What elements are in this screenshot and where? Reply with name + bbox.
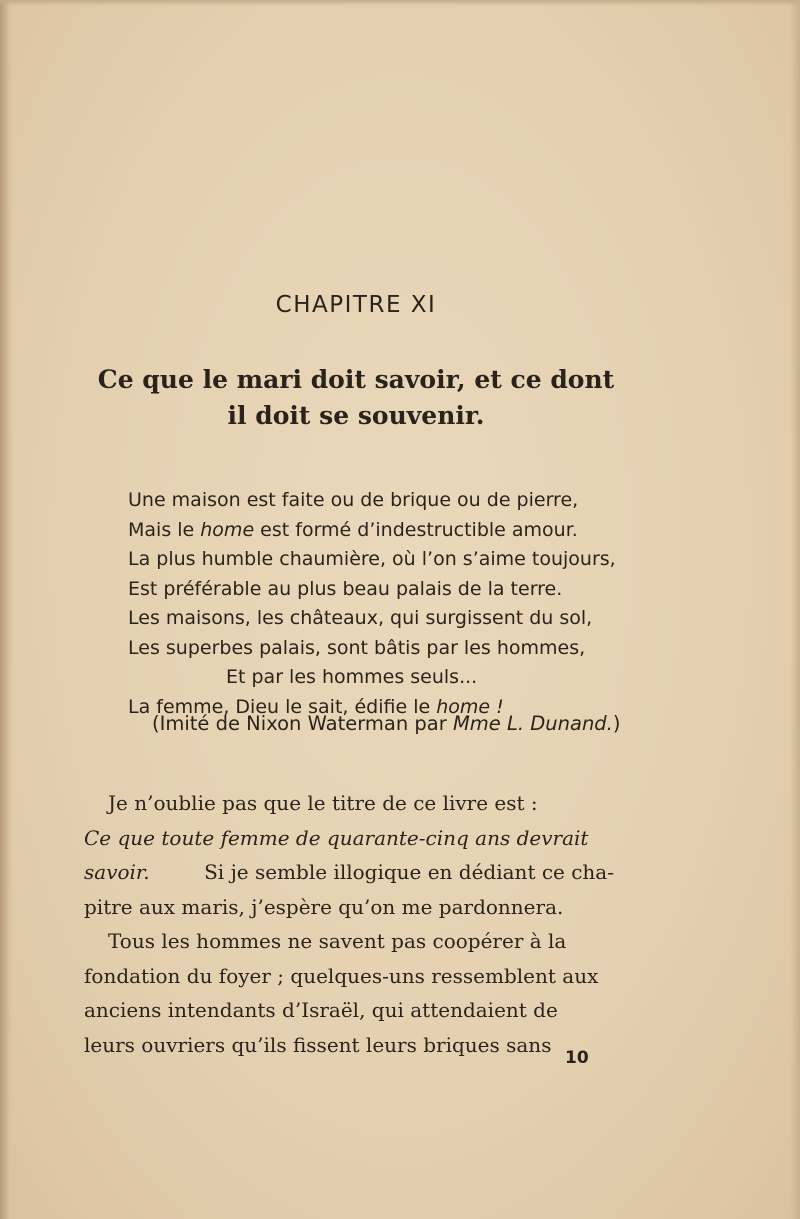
body-line: anciens intendants d’Israël, qui attendaient de <box>84 998 558 1022</box>
page-edge-right <box>790 0 800 1219</box>
body-line: savoir. Si je semble illogique en dédiant ce cha- <box>84 855 614 890</box>
body-line-2: Ce que toute femme de quarante-cinq ans devrait <box>84 825 589 850</box>
italic-word: home <box>200 518 255 541</box>
body-line: pitre aux maris, j’espère qu’on me pardonnera. <box>84 894 564 919</box>
chapter-heading: CHAPITRE XI <box>275 292 437 318</box>
poem-line: Les superbes palais, sont bâtis par les hommes, <box>128 636 586 659</box>
chapter-title <box>80 362 632 434</box>
body-line: leurs ouvriers qu’ils fissent leurs briques sans <box>84 1032 552 1057</box>
body-line: fondation du foyer ; quelques-uns ressemblent aux <box>84 963 599 988</box>
poem-line-italic-word <box>128 516 648 546</box>
poem-line: La plus humble chaumière, où l’on s’aime toujours, <box>128 548 616 570</box>
body-line-italic <box>84 821 614 856</box>
body-text <box>84 786 614 1062</box>
page-edge-left <box>0 0 14 1219</box>
attribution-author: Mme L. Dunand. <box>452 712 613 735</box>
italic-word: home ! <box>436 695 504 718</box>
poem-line-2: Mais le home est formé d’indestructible amour. <box>128 518 578 541</box>
chapter-title-line-1: Ce que le mari doit savoir, et ce dont <box>97 365 615 394</box>
poem-line-8: La femme, Dieu le sait, édifie le home ! <box>128 695 504 718</box>
attribution-suffix: ) <box>612 712 621 735</box>
poem-line: Est préférable au plus beau palais de la terre. <box>128 577 563 600</box>
poem-line: Une maison est faite ou de brique ou de pierre, <box>128 489 579 511</box>
body-line: Tous les hommes ne savent pas coopérer à la <box>108 929 567 953</box>
page-number: 10 <box>565 1048 589 1068</box>
poem-attribution <box>152 712 632 735</box>
italic-word: savoir. <box>84 860 150 884</box>
page-edge-top <box>0 0 800 6</box>
poem-line: Et par les hommes seuls... <box>226 666 478 688</box>
body-line: Je n’oublie pas que le titre de ce livre est : <box>108 791 538 815</box>
chapter-title-line-2: il doit se souvenir. <box>227 401 485 430</box>
attribution-prefix: (Imité de Nixon Waterman par <box>152 712 447 735</box>
poem-line: Les maisons, les châteaux, qui surgissent du sol, <box>128 607 593 629</box>
epigraph-poem <box>128 486 648 722</box>
